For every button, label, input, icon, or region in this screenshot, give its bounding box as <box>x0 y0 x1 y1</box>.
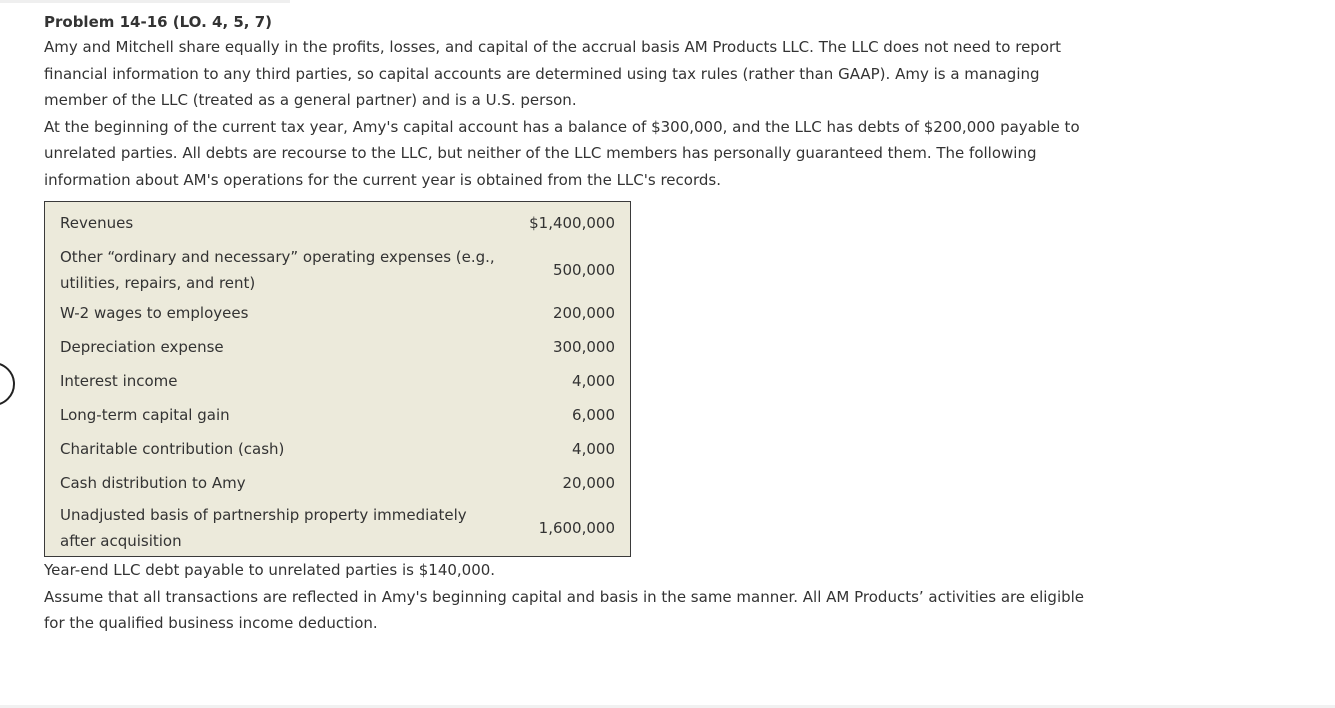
row-value: 1,600,000 <box>538 519 615 537</box>
table-row <box>45 330 631 364</box>
row-label: Interest income <box>60 372 178 390</box>
row-label: Revenues <box>60 213 134 232</box>
table-row <box>45 398 631 432</box>
problem-content <box>44 10 1094 637</box>
row-value: 20,000 <box>562 474 615 492</box>
problem-paragraph-1: Amy and Mitchell share equally in the profits, losses, and capital of the accrual basis AM Products LLC. The LLC does not need to report financial information to any third parties, so capital accounts are determined using tax rules (rather than GAAP). Amy is a managing member of the LLC (treated as a general partner) and is a U.S. person. <box>44 38 1062 109</box>
row-label: Depreciation expense <box>60 338 224 356</box>
row-value: 4,000 <box>572 440 615 458</box>
side-navigation-circle[interactable] <box>0 362 15 406</box>
row-label: Charitable contribution (cash) <box>60 440 285 458</box>
problem-paragraph-4: Assume that all transactions are reflected in Amy's beginning capital and basis in the same manner. All AM Products’ activities are eligible for the qualified business income deduction. <box>44 587 1085 632</box>
table-row <box>45 432 631 466</box>
row-value: 200,000 <box>552 304 615 322</box>
problem-paragraph-2: At the beginning of the current tax year, Amy's capital account has a balance of $300,000, and the LLC has debts of $200,000 payable to unrelated parties. All debts are recourse to the LLC, but neither of the LLC members has personally guaranteed them. The following information about AM's operations for the current year is obtained from the LLC's records. <box>44 117 1080 189</box>
row-label: Other “ordinary and necessary” operating expenses (e.g., utilities, repairs, and rent) <box>60 247 495 292</box>
table-row <box>45 466 631 500</box>
row-label: Cash distribution to Amy <box>60 474 246 492</box>
table-row <box>45 296 631 330</box>
operations-table <box>44 201 631 557</box>
table-row <box>45 500 631 557</box>
row-value: 6,000 <box>572 406 615 424</box>
row-label: Long-term capital gain <box>60 406 230 424</box>
row-value: 500,000 <box>552 260 615 279</box>
row-label: W-2 wages to employees <box>60 304 249 322</box>
problem-paragraph-3: Year-end LLC debt payable to unrelated parties is $140,000. <box>44 561 496 579</box>
row-value: 300,000 <box>552 338 615 356</box>
table-row <box>45 202 631 244</box>
problem-title: Problem 14-16 (LO. 4, 5, 7) <box>44 13 273 31</box>
row-value: $1,400,000 <box>529 213 615 232</box>
row-value: 4,000 <box>572 372 615 390</box>
table-row <box>45 364 631 398</box>
top-divider <box>0 0 290 3</box>
row-label: Unadjusted basis of partnership property immediately after acquisition <box>60 506 467 550</box>
table-row <box>45 243 631 296</box>
